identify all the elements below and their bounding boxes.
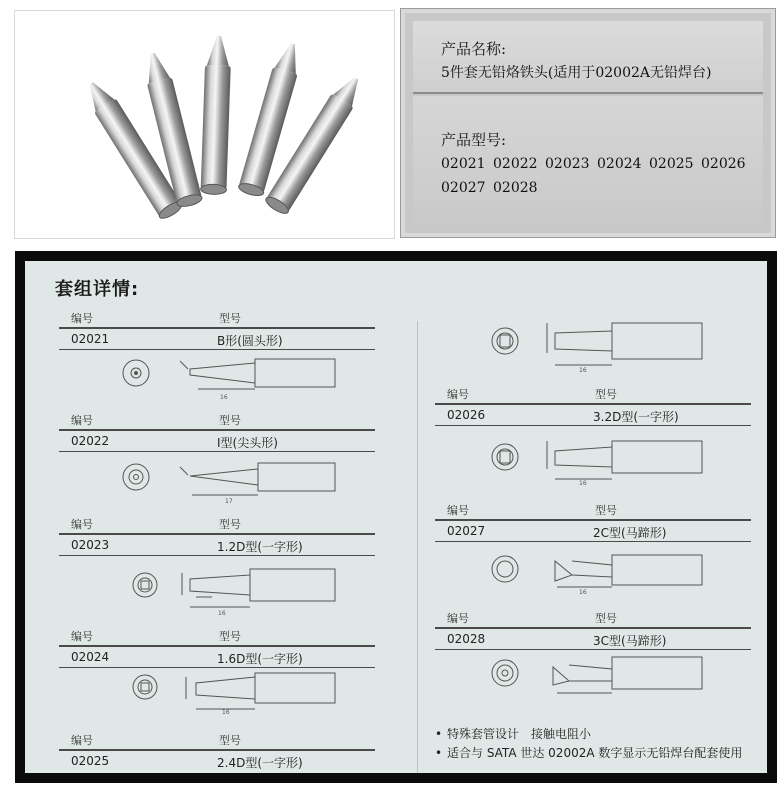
col-header-type: 型号 — [219, 414, 241, 427]
product-model-list — [441, 152, 751, 200]
kit-notes — [435, 725, 742, 763]
model-number: 02025 — [649, 156, 694, 172]
col-header-type: 型号 — [219, 518, 241, 531]
dimension-label: 16 — [579, 367, 587, 374]
col-header-type: 型号 — [219, 630, 241, 643]
tip-number: 02023 — [71, 538, 110, 552]
tip-entry — [435, 501, 751, 542]
column-divider — [417, 321, 418, 773]
dimension-label: 16 — [579, 480, 587, 487]
tip-number: 02024 — [71, 650, 110, 664]
tip-drawing-02027 — [487, 437, 727, 487]
col-header-no: 编号 — [71, 734, 93, 747]
tip-type: 3C型(马蹄形) — [593, 634, 667, 648]
tip-type: 2C型(马蹄形) — [593, 526, 667, 540]
model-number: 02023 — [545, 156, 590, 172]
tip-entry — [435, 385, 751, 426]
tip-drawing-02021 — [120, 355, 360, 401]
tip-entry — [59, 515, 375, 556]
dimension-label: 16 — [220, 394, 228, 401]
product-photo — [14, 10, 395, 239]
tip-type: I型(尖头形) — [217, 436, 278, 450]
tip-number: 02022 — [71, 434, 110, 448]
dimension-label: 16 — [222, 709, 230, 715]
col-header-type: 型号 — [219, 312, 241, 325]
dimension-label: 16 — [218, 610, 226, 617]
row-rule — [59, 349, 375, 350]
model-number: 02021 — [441, 156, 486, 172]
model-number: 02022 — [493, 156, 538, 172]
tip-type: 1.2D型(一字形) — [217, 540, 303, 554]
row-rule — [435, 541, 751, 542]
dimension-label: 16 — [579, 589, 587, 595]
row-rule — [59, 667, 375, 668]
tip-entry — [59, 627, 375, 668]
row-rule — [435, 425, 751, 426]
product-name-label: 产品名称: — [441, 40, 507, 58]
tip-drawing-02023 — [120, 565, 360, 617]
tip-type: 3.2D型(一字形) — [593, 410, 679, 424]
bullet-icon: • — [435, 727, 443, 741]
model-number: 02026 — [701, 156, 746, 172]
tip-number: 02027 — [447, 524, 486, 538]
tip-entry — [59, 309, 375, 350]
col-header-no: 编号 — [71, 312, 93, 325]
kit-details-sheet — [15, 251, 777, 783]
col-header-type: 型号 — [219, 734, 241, 747]
model-number: 02027 — [441, 180, 486, 196]
tip-number: 02021 — [71, 332, 110, 346]
col-header-type: 型号 — [595, 612, 617, 625]
product-name-value: 5件套无铅烙铁头(适用于02002A无铅焊台) — [441, 65, 712, 81]
soldering-tips-illustration — [15, 11, 394, 238]
col-header-type: 型号 — [595, 504, 617, 517]
tip-entry — [59, 411, 375, 452]
col-header-no: 编号 — [447, 388, 469, 401]
row-rule — [59, 451, 375, 452]
tip-drawing-extra — [487, 653, 727, 699]
product-name-section — [413, 21, 763, 94]
tip-type: 2.4D型(一字形) — [217, 756, 303, 770]
kit-details-panel — [25, 261, 767, 773]
tip-entry — [435, 609, 751, 650]
tip-type: 1.6D型(一字形) — [217, 652, 303, 666]
col-header-no: 编号 — [447, 504, 469, 517]
tip-drawing-02022 — [120, 459, 360, 505]
row-rule — [59, 555, 375, 556]
note-item — [435, 725, 742, 744]
tip-drawing-02024 — [120, 669, 360, 715]
bullet-icon: • — [435, 746, 443, 760]
tip-drawing-02028 — [487, 551, 727, 595]
tip-drawing-02026 — [487, 319, 727, 375]
note-text: 特殊套管设计 接触电阻小 — [447, 727, 592, 741]
product-info-card — [400, 8, 776, 238]
dimension-label: 17 — [225, 498, 233, 505]
note-text: 适合与 SATA 世达 02002A 数字显示无铅焊台配套使用 — [447, 746, 743, 760]
tip-type: B形(圆头形) — [217, 334, 283, 348]
tip-number: 02026 — [447, 408, 486, 422]
model-number: 02028 — [493, 180, 538, 196]
col-header-no: 编号 — [71, 414, 93, 427]
tip-entry — [59, 731, 375, 771]
col-header-type: 型号 — [595, 388, 617, 401]
col-header-no: 编号 — [447, 612, 469, 625]
tip-number: 02025 — [71, 754, 110, 768]
model-number: 02024 — [597, 156, 642, 172]
product-model-label: 产品型号: — [441, 131, 507, 149]
product-model-section — [413, 96, 763, 225]
note-item — [435, 744, 742, 763]
col-header-no: 编号 — [71, 630, 93, 643]
row-rule — [435, 649, 751, 650]
col-header-no: 编号 — [71, 518, 93, 531]
tip-number: 02028 — [447, 632, 486, 646]
kit-details-title: 套组详情: — [55, 279, 140, 300]
